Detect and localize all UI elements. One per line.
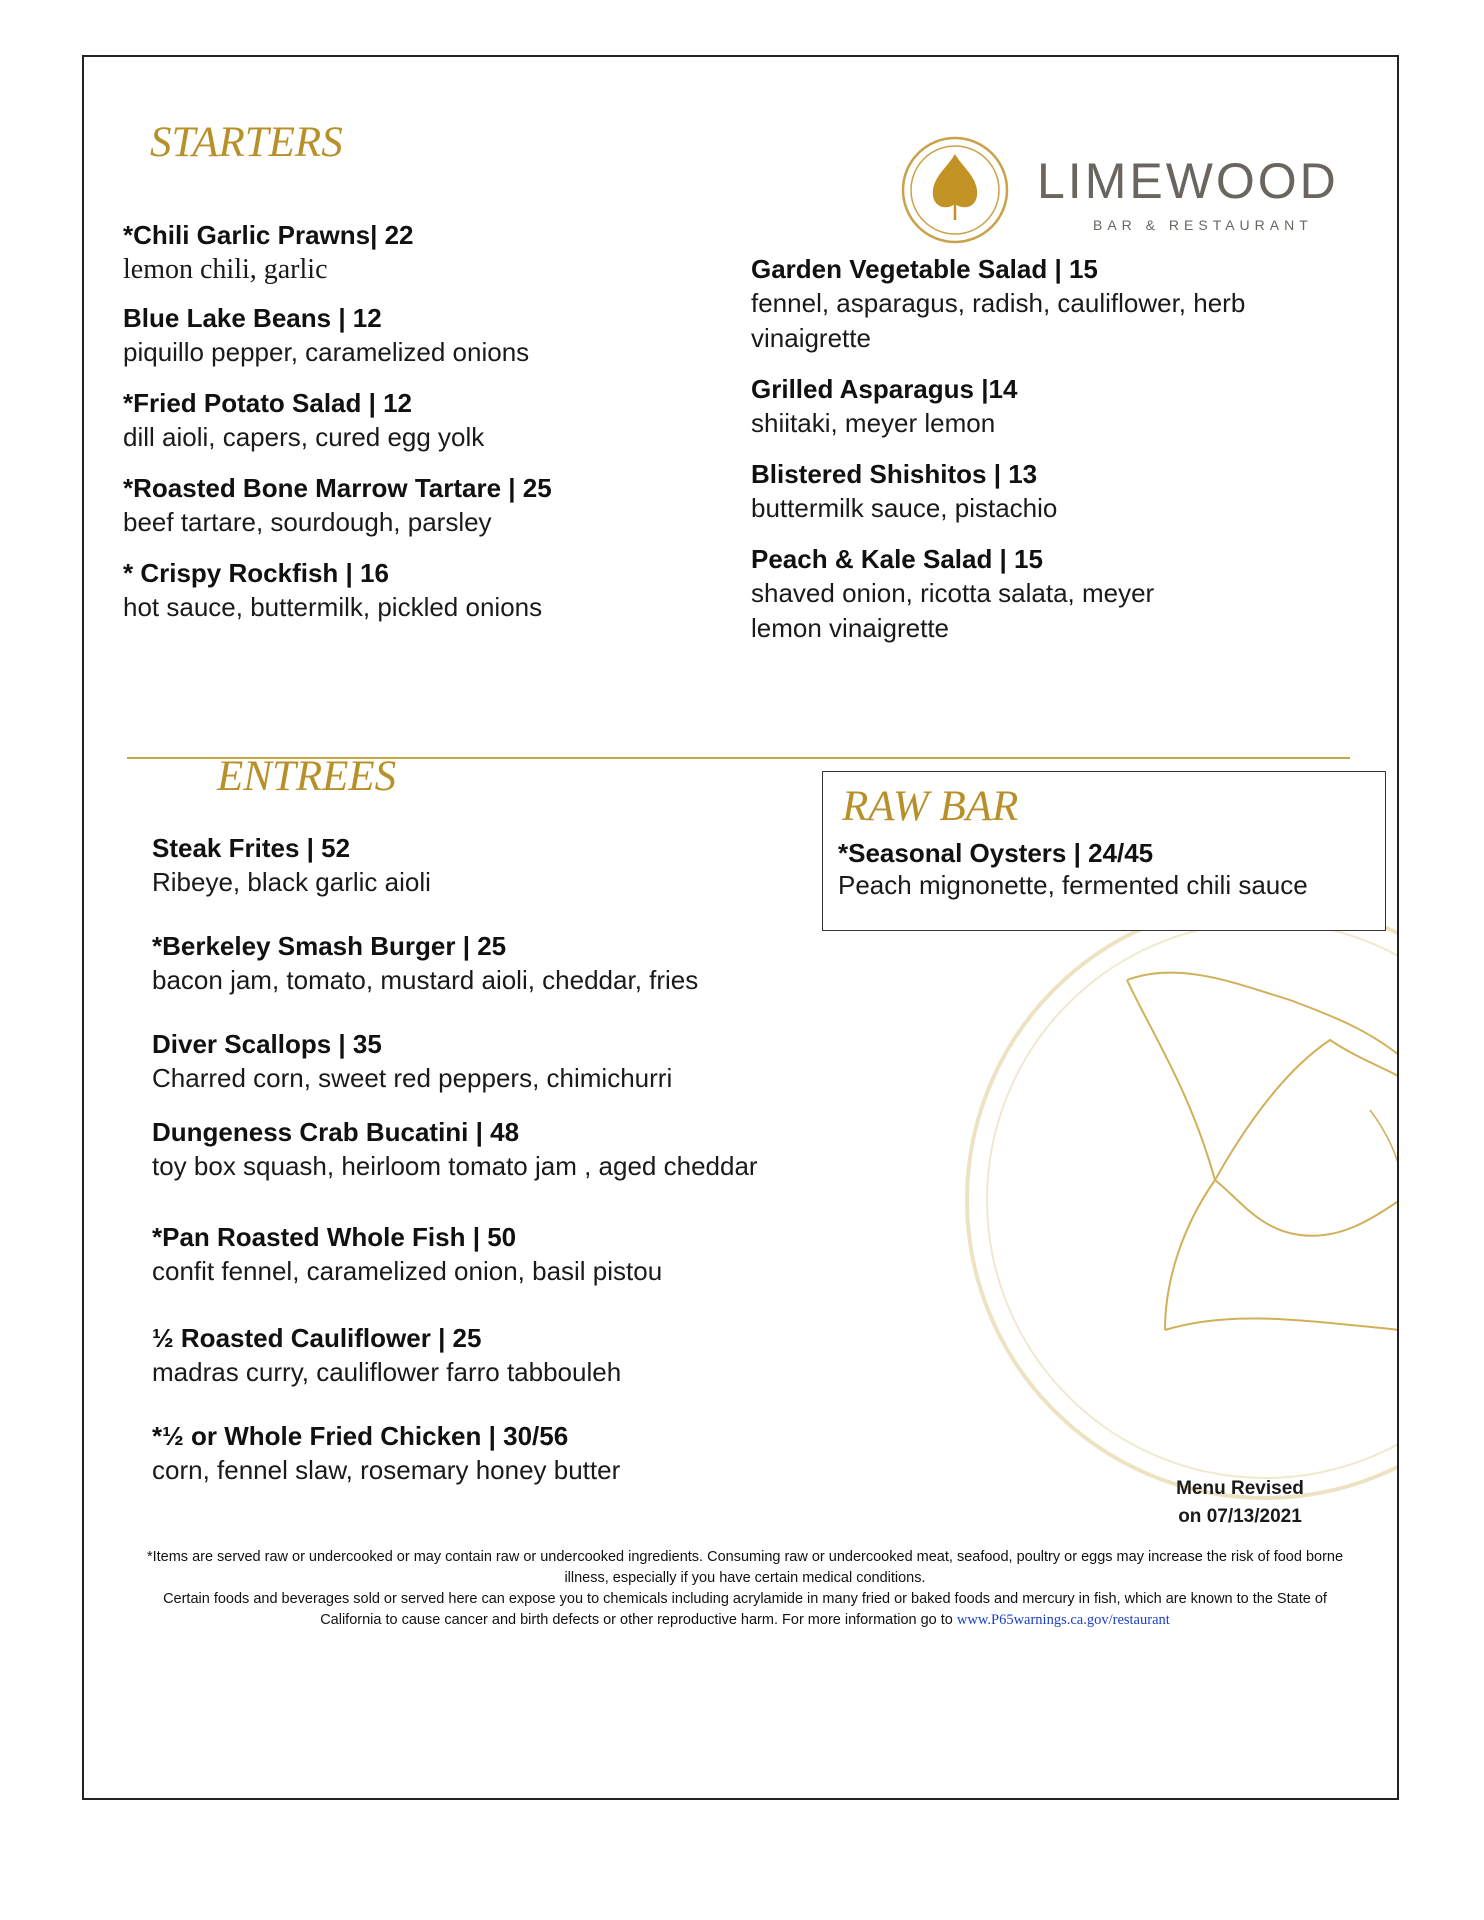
item-description: Charred corn, sweet red peppers, chimichurri bbox=[152, 1063, 673, 1093]
menu-item bbox=[751, 372, 1291, 441]
starters-right-column bbox=[751, 252, 1291, 646]
item-description: Ribeye, black garlic aioli bbox=[152, 867, 431, 897]
menu-item bbox=[123, 386, 683, 455]
item-name: *½ or Whole Fried Chicken | 30/56 bbox=[152, 1421, 569, 1451]
item-name: Blue Lake Beans | 12 bbox=[123, 303, 382, 333]
item-name: Peach & Kale Salad | 15 bbox=[751, 544, 1043, 574]
logo-wordmark: LIMEWOOD bbox=[1037, 153, 1339, 209]
item-description: confit fennel, caramelized onion, basil pistou bbox=[152, 1256, 663, 1286]
prop65-warning bbox=[140, 1589, 1350, 1631]
item-name: Grilled Asparagus |14 bbox=[751, 374, 1018, 404]
menu-item bbox=[152, 1027, 832, 1096]
item-name: *Pan Roasted Whole Fish | 50 bbox=[152, 1222, 517, 1252]
menu-item bbox=[152, 831, 832, 900]
item-description: piquillo pepper, caramelized onions bbox=[123, 337, 530, 367]
item-description: madras curry, cauliflower farro tabbouleh bbox=[152, 1357, 622, 1387]
item-name: Diver Scallops | 35 bbox=[152, 1029, 382, 1059]
menu-item bbox=[152, 929, 832, 998]
menu-item bbox=[152, 1321, 832, 1390]
menu-item bbox=[123, 301, 683, 370]
starters-title: STARTERS bbox=[150, 119, 343, 166]
item-description: shaved onion, ricotta salata, meyer lemon vinaigrette bbox=[751, 578, 1155, 643]
item-description: shiitaki, meyer lemon bbox=[751, 408, 996, 438]
item-name: ½ Roasted Cauliflower | 25 bbox=[152, 1323, 482, 1353]
item-name: Garden Vegetable Salad | 15 bbox=[751, 254, 1098, 284]
limewood-logo bbox=[895, 130, 1375, 250]
item-description: Peach mignonette, fermented chili sauce bbox=[838, 870, 1308, 900]
entrees-column bbox=[152, 831, 832, 1488]
item-description: fennel, asparagus, radish, cauliflower, herb vinaigrette bbox=[751, 288, 1246, 353]
raw-bar-box bbox=[822, 771, 1386, 931]
item-description: lemon chili, garlic bbox=[123, 254, 328, 285]
item-name: *Berkeley Smash Burger | 25 bbox=[152, 931, 507, 961]
revised-label: Menu Revised bbox=[1176, 1478, 1304, 1499]
menu-item bbox=[152, 1115, 832, 1184]
item-description: beef tartare, sourdough, parsley bbox=[123, 507, 492, 537]
raw-bar-title: RAW BAR bbox=[842, 783, 1019, 830]
menu-item bbox=[152, 1419, 832, 1488]
logo-tagline: BAR & RESTAURANT bbox=[1093, 217, 1313, 233]
p65-warnings-link[interactable]: www.P65warnings.ca.gov/restaurant bbox=[956, 1612, 1170, 1628]
disclaimer-footnote bbox=[140, 1547, 1350, 1631]
menu-revised-note bbox=[1130, 1475, 1350, 1531]
menu-item bbox=[123, 218, 683, 287]
item-name: Dungeness Crab Bucatini | 48 bbox=[152, 1117, 520, 1147]
item-name: *Seasonal Oysters | 24/45 bbox=[838, 838, 1154, 868]
item-name: * Crispy Rockfish | 16 bbox=[123, 558, 389, 588]
item-description: corn, fennel slaw, rosemary honey butter bbox=[152, 1455, 621, 1485]
item-description: bacon jam, tomato, mustard aioli, cheddar, fries bbox=[152, 965, 699, 995]
menu-item bbox=[751, 457, 1291, 526]
item-name: *Chili Garlic Prawns| 22 bbox=[123, 220, 414, 250]
menu-item bbox=[152, 1220, 832, 1289]
item-description: toy box squash, heirloom tomato jam , aged cheddar bbox=[152, 1151, 758, 1181]
menu-item bbox=[123, 471, 683, 540]
item-name: Blistered Shishitos | 13 bbox=[751, 459, 1038, 489]
revised-date: on 07/13/2021 bbox=[1178, 1506, 1302, 1527]
item-description: buttermilk sauce, pistachio bbox=[751, 493, 1058, 523]
raw-bar-item bbox=[838, 836, 1378, 900]
menu-item bbox=[751, 542, 1171, 646]
entrees-title: ENTREES bbox=[217, 753, 397, 800]
menu-item bbox=[751, 252, 1291, 356]
item-name: *Fried Potato Salad | 12 bbox=[123, 388, 413, 418]
menu-item bbox=[123, 556, 683, 625]
item-name: *Roasted Bone Marrow Tartare | 25 bbox=[123, 473, 552, 503]
starters-left-column bbox=[123, 218, 683, 625]
item-name: Steak Frites | 52 bbox=[152, 833, 351, 863]
item-description: dill aioli, capers, cured egg yolk bbox=[123, 422, 485, 452]
item-description: hot sauce, buttermilk, pickled onions bbox=[123, 592, 543, 622]
raw-food-warning: *Items are served raw or undercooked or may contain raw or undercooked ingredients. Consuming raw or undercooked meat, seafood, poultry or eggs may increase the risk of food borne illness, especially if you have certain medical conditions. bbox=[146, 1549, 1344, 1586]
prop65-text: Certain foods and beverages sold or served here can expose you to chemicals including acrylamide in many fried or baked foods and mercury in fish, which are known to the State of California to cause cancer and birth defects or other reproductive harm. For more information go to bbox=[163, 1591, 1327, 1628]
